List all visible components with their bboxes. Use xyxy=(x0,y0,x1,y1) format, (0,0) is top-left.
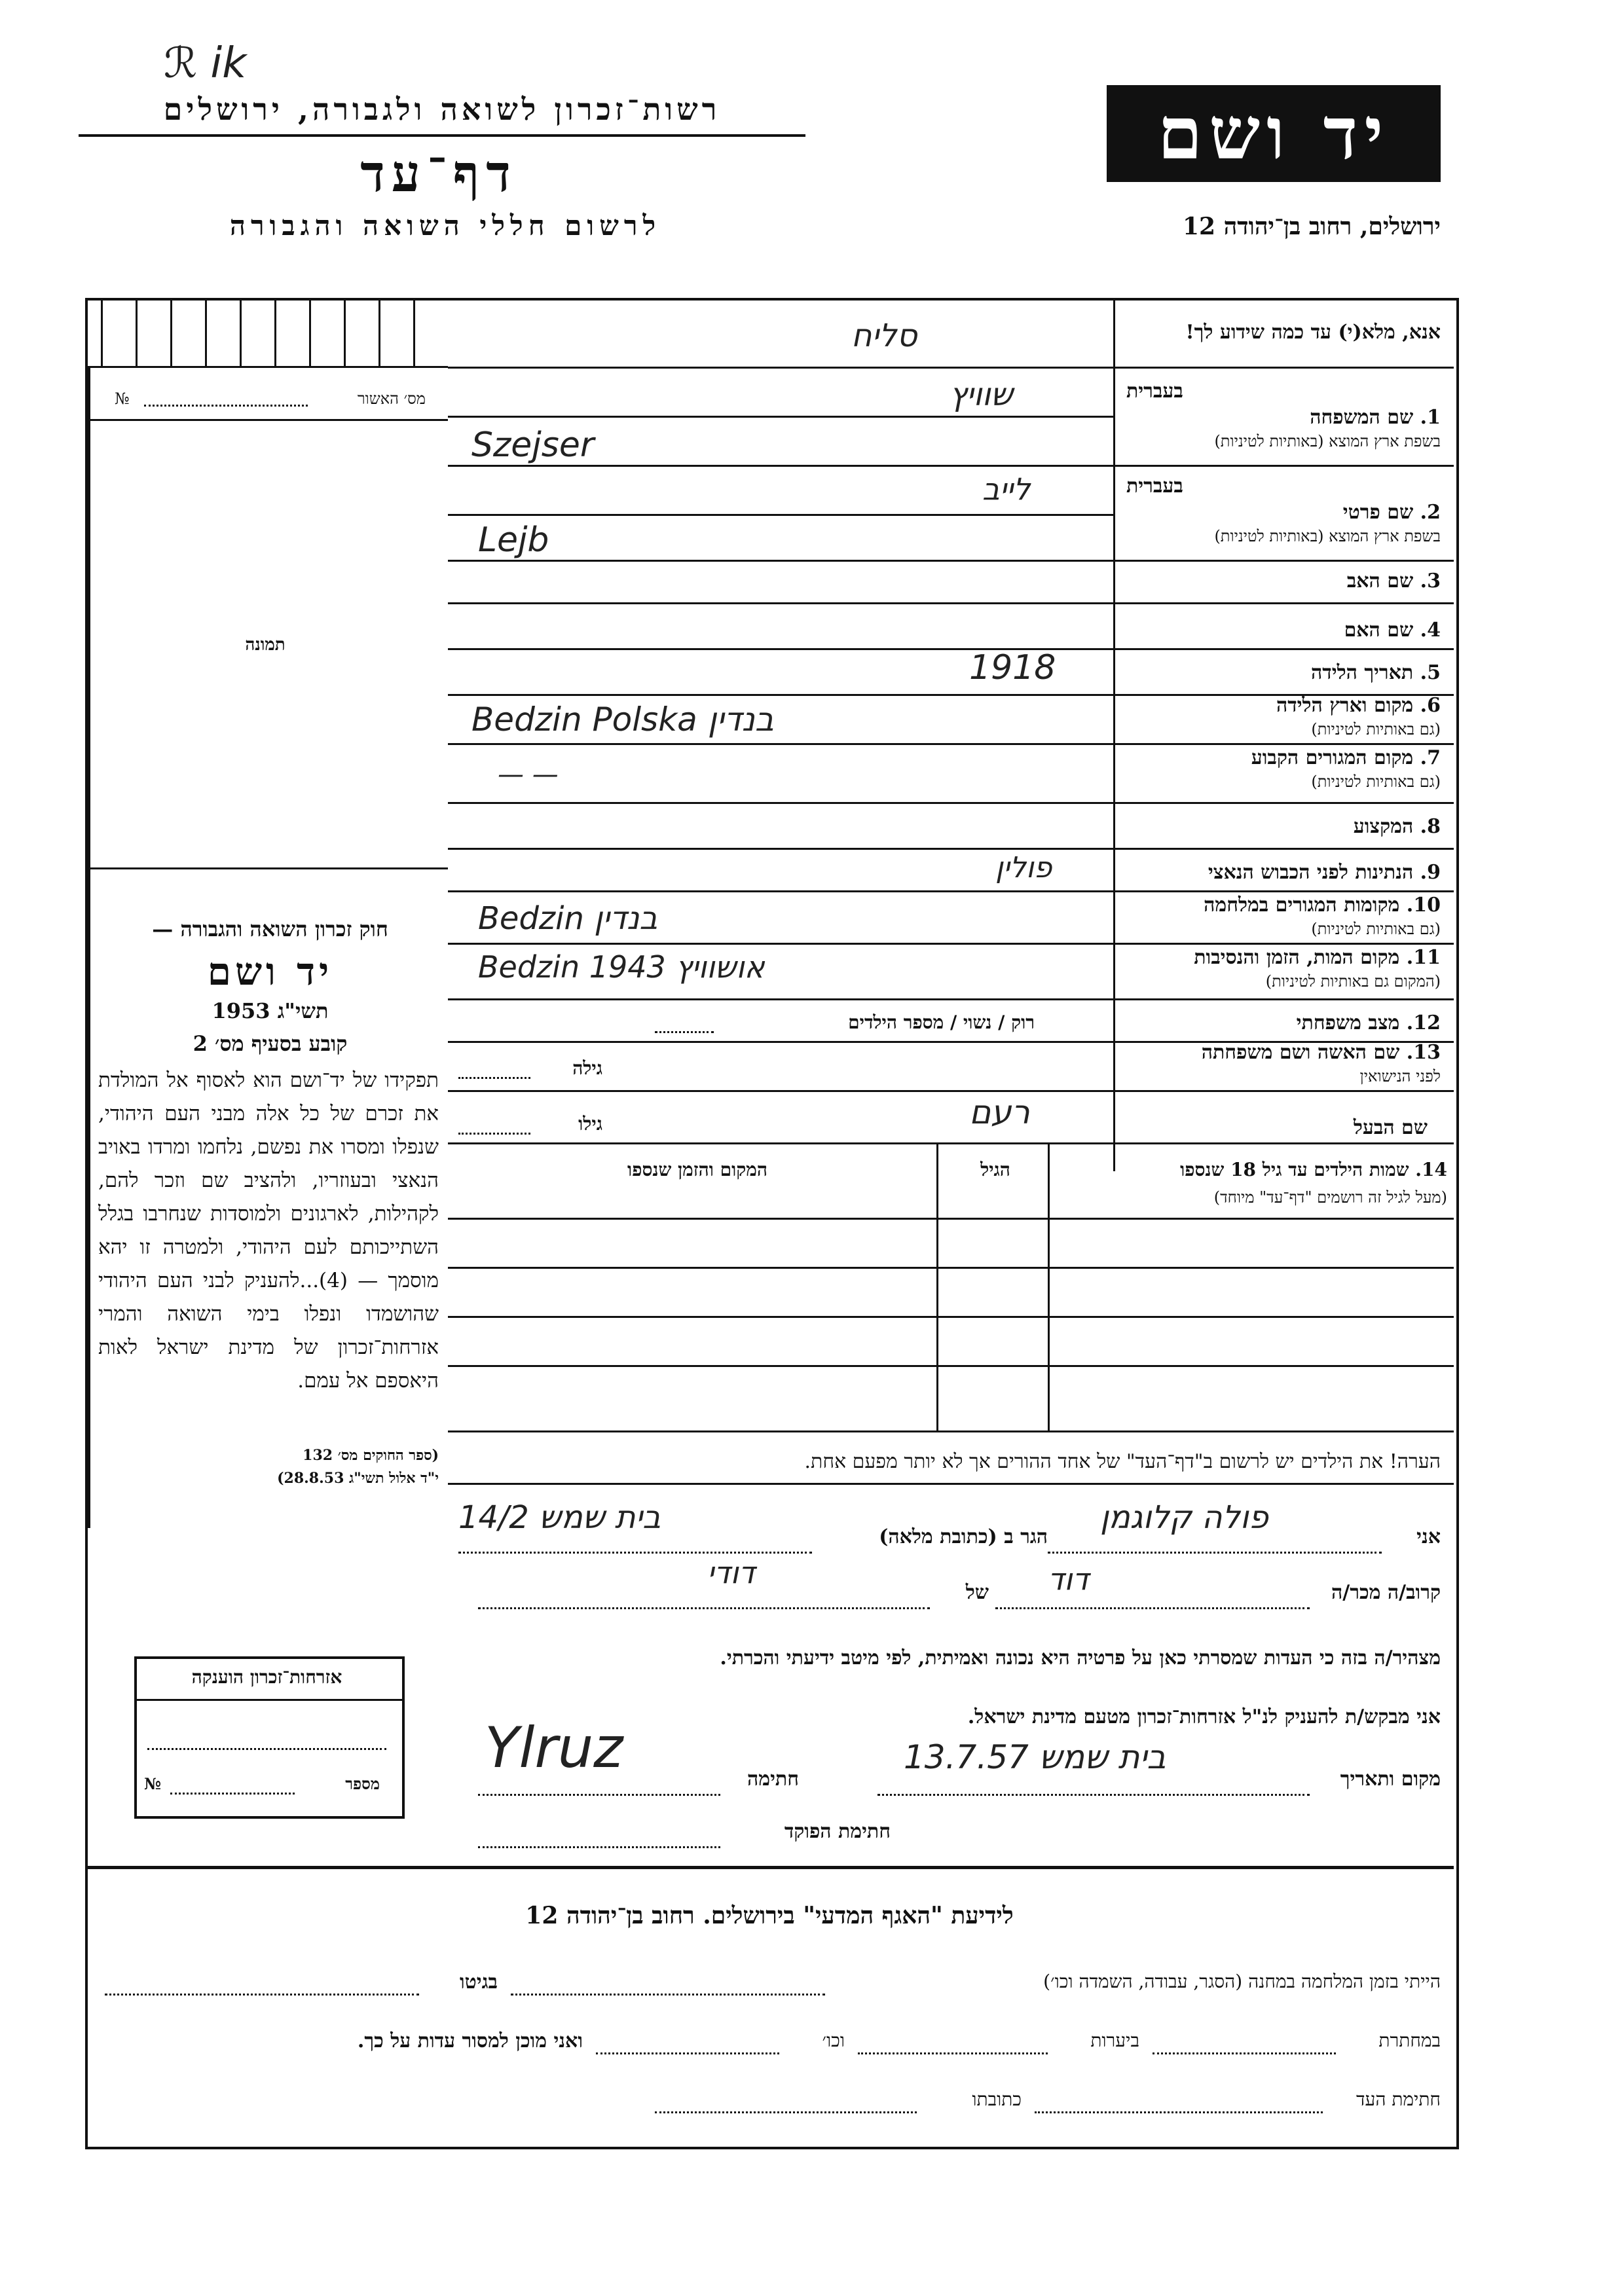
declarant-name-hand[interactable]: פולה קלוגמן xyxy=(1100,1499,1268,1536)
place-date-label: מקום ותאריך xyxy=(1340,1768,1441,1791)
citizenship-number-label: מספר xyxy=(345,1774,380,1793)
footer-address-label: כתובתו xyxy=(972,2088,1022,2110)
children-title: 14. שמות הילדים עד גיל 18 שנספו xyxy=(1180,1159,1447,1180)
place-date-line[interactable] xyxy=(877,1794,1310,1796)
address: ירושלים, רחוב בן־יהודה 12 xyxy=(1182,213,1441,240)
citizenship-box-title: אזרחות־זכרון הוענקה xyxy=(191,1666,342,1688)
field-7-hand[interactable]: — — xyxy=(498,759,559,790)
officer-signature-line[interactable] xyxy=(478,1846,720,1848)
of-line[interactable] xyxy=(478,1607,930,1609)
children-col-age: הגיל xyxy=(980,1159,1010,1180)
law-title: חוק זכרון השואה והגבורה — xyxy=(152,917,388,941)
field-13-sub: לפני הנישואין xyxy=(1359,1067,1441,1085)
declaration-address-label: הגר ב (כתובת מלאה) xyxy=(879,1525,1048,1548)
place-date-hand[interactable]: בית שמש 13.7.57 xyxy=(904,1738,1166,1776)
footer-underground-label: במחתרת xyxy=(1378,2030,1441,2051)
relative-label: קרוב/ה מכר/ה xyxy=(1331,1581,1441,1604)
footer-ghetto-line[interactable] xyxy=(105,1994,419,1995)
field-11-hand[interactable]: Bedzin 1943 אושוויץ xyxy=(478,949,765,985)
of-hand[interactable]: דודי xyxy=(707,1555,756,1590)
field-8-label: 8. המקצוע xyxy=(1353,815,1441,838)
footer-camp-label: הייתי בזמן המלחמה במחנה (הסגר, עבודה, השמדה וכו׳) xyxy=(1043,1971,1441,1992)
field-4-label: 4. שם האם xyxy=(1344,619,1441,642)
field-2-label: 2. שם פרטי xyxy=(1342,501,1441,524)
field-1-sub: בשפת ארץ המוצא (באותיות לטיניות) xyxy=(1214,432,1441,450)
footer-testimony-label: ואני מוכן למסור עדות על כך. xyxy=(357,2030,583,2052)
field-6-hand[interactable]: Bedzin Polska בנדין xyxy=(471,701,774,738)
field-11-label: 11. מקום המות, הזמן והנסיבות xyxy=(1194,946,1441,969)
field-12-line[interactable] xyxy=(655,1031,714,1033)
field-13-label: 13. שם האשה ושם משפחתה xyxy=(1201,1041,1441,1064)
field-9-label: 9. הנתינות לפני הכבוש הנאצי xyxy=(1208,861,1441,884)
footer-witness-signature-line[interactable] xyxy=(1035,2111,1323,2113)
field-6-sub: (גם באותיות לטיניות) xyxy=(1311,720,1441,738)
photo-divider xyxy=(88,867,448,869)
law-body: תפקידו של יד־ושם הוא לאסוף אל המולדת את זכרם של כל אלה מבני העם היהודי, שנפלו ומסרו את נפשם, נלחמו ומרדו באויב הנאצי ובעוזריו, ולהציב שם וזכר להם, לקהילות, לארגונים ולמוסדות שנחרבו בגלל השתייכותם לעם היהודי, ולמטרה זו יהא מוסמך — (4)...להעניק לבני העם היהודי שהושמדו ונפלו בימי השואה והמרי אזרחות־זכרון של מדינת ישראל לאות היאספם אל עמם. xyxy=(98,1068,439,1393)
law-name: יד ושם xyxy=(207,949,333,994)
form-subtitle: לרשום חללי השואה והגבורה xyxy=(229,210,661,242)
law-citation-2: י"ד אלול תשי"ג 28.8.53) xyxy=(277,1470,439,1487)
approval-tick-boxes xyxy=(88,301,448,368)
footer-ghetto-label: בגיטו xyxy=(459,1971,498,1994)
field-12-label: 12. מצב משפחתי xyxy=(1296,1011,1441,1034)
husband-age-label: גילו xyxy=(578,1113,602,1135)
footer-witness-signature-label: חתימת העד xyxy=(1356,2088,1441,2110)
yad-vashem-logo: יד ושם xyxy=(1107,85,1441,182)
relative-line[interactable] xyxy=(995,1607,1310,1609)
in-hebrew-label-2: בעברית xyxy=(1126,475,1183,498)
field-2-hand-latin[interactable]: Lejb xyxy=(478,520,549,560)
field-6-label: 6. מקום וארץ הלידה xyxy=(1276,694,1441,717)
children-note: (מעל לגיל זה רושמים "דף־עד" מיוחד) xyxy=(1213,1188,1447,1207)
declarant-address-hand[interactable]: בית שמש 14/2 xyxy=(458,1499,661,1536)
law-citation-1: (ספר החוקים מס׳ 132 xyxy=(303,1447,439,1464)
field-11-sub: (המקום גם באותיות לטיניות) xyxy=(1265,972,1441,991)
declarant-name-line[interactable] xyxy=(1048,1552,1382,1554)
field-1-hand-hebrew[interactable]: שוויץ xyxy=(950,376,1013,413)
instruction-handwriting: סליח xyxy=(851,318,917,354)
children-col-place: המקום והזמן שנספו xyxy=(627,1159,767,1180)
husband-age-line[interactable] xyxy=(458,1133,530,1135)
officer-signature-label: חתימת הפוקד xyxy=(784,1820,891,1843)
approval-divider xyxy=(88,419,448,421)
approval-number-line[interactable] xyxy=(144,405,308,407)
footer-forests-line[interactable] xyxy=(858,2052,1048,2054)
declaration-statement: מצהיר/ה בזה כי העדות שמסרתי כאן על פרטיה היא נכונה ואמיתית, לפי מיטב ידיעתי והכרתי. xyxy=(720,1647,1441,1669)
citizenship-number-mark: № xyxy=(144,1774,162,1793)
footer-divider xyxy=(88,1866,1454,1869)
field-7-sub: (גם באותיות לטיניות) xyxy=(1311,773,1441,791)
approval-number-label: מס׳ האשור xyxy=(357,390,426,408)
footer-underground-line[interactable] xyxy=(1153,2052,1336,2054)
children-remark: הערה! את הילדים יש לרשום ב"דף־העד" של אחד ההורים אך לא יותר מפעם אחת. xyxy=(804,1450,1441,1473)
field-13-age-line[interactable] xyxy=(458,1077,530,1079)
field-12-options: רוק / נשוי / מספר הילדים xyxy=(848,1011,1035,1033)
relative-hand[interactable]: דוד xyxy=(1048,1561,1089,1597)
husband-hand[interactable]: רעם xyxy=(969,1093,1030,1131)
approval-number-mark: № xyxy=(115,390,130,408)
law-year: תשי"ג 1953 xyxy=(212,998,329,1023)
in-hebrew-label-1: בעברית xyxy=(1126,380,1183,403)
authority-underline xyxy=(79,134,805,137)
footer-title: לידיעת "האגף המדעי" בירושלים. רחוב בן־יהודה 12 xyxy=(525,1902,1014,1929)
field-10-label: 10. מקומות המגורים במלחמה xyxy=(1204,894,1441,917)
law-section: קובע בסעיף מס׳ 2 xyxy=(193,1031,348,1056)
photo-label: תמונה xyxy=(245,635,286,655)
citizenship-line[interactable] xyxy=(147,1748,386,1750)
field-3-label: 3. שם האב xyxy=(1346,570,1441,592)
field-9-hand[interactable]: פולין xyxy=(995,851,1052,884)
of-label: של xyxy=(965,1581,989,1604)
declaration-request: אני מבקש/ת להעניק לנ"ל אזרחות־זכרון מטעם מדינת ישראל. xyxy=(967,1705,1441,1728)
field-10-sub: (גם באותיות לטיניות) xyxy=(1311,920,1441,938)
instruction-divider xyxy=(448,367,1454,369)
declaration-i-label: אני xyxy=(1416,1525,1441,1548)
form-title: דף־עד xyxy=(360,144,517,204)
handwritten-mark: ℛ ik xyxy=(164,39,247,88)
citizenship-number-line[interactable] xyxy=(170,1793,295,1795)
signature-line[interactable] xyxy=(478,1794,720,1796)
field-5-label: 5. תאריך הלידה xyxy=(1311,661,1441,684)
signature-hand[interactable]: Ylruz xyxy=(485,1715,623,1781)
footer-forests-label: ביערות xyxy=(1090,2030,1139,2051)
instruction-text: אנא, מלא(י) עד כמה שידוע לך! xyxy=(1185,321,1441,344)
authority-name: רשות־זכרון לשואה ולגבורה, ירושלים xyxy=(163,92,721,127)
field-10-hand[interactable]: Bedzin בנדין xyxy=(478,900,658,937)
field-1-label: 1. שם המשפחה xyxy=(1310,406,1441,429)
footer-etc-line[interactable] xyxy=(596,2052,779,2054)
footer-etc-label: וכו׳ xyxy=(822,2030,845,2051)
field-13-age-label: גילה xyxy=(572,1057,602,1079)
field-2-sub: בשפת ארץ המוצא (באותיות לטיניות) xyxy=(1214,527,1441,545)
field-7-label: 7. מקום המגורים הקבוע xyxy=(1251,746,1441,769)
signature-label: חתימה xyxy=(747,1768,799,1791)
husband-label: שם הבעל xyxy=(1353,1116,1428,1139)
field-1-hand-latin[interactable]: Szejser xyxy=(471,426,595,465)
field-2-hand-hebrew[interactable]: לייב xyxy=(982,471,1031,507)
footer-camp-line[interactable] xyxy=(511,1994,825,1995)
field-5-hand[interactable]: 1918 xyxy=(969,648,1056,687)
declarant-address-line[interactable] xyxy=(458,1552,812,1554)
footer-address-line[interactable] xyxy=(655,2111,917,2113)
